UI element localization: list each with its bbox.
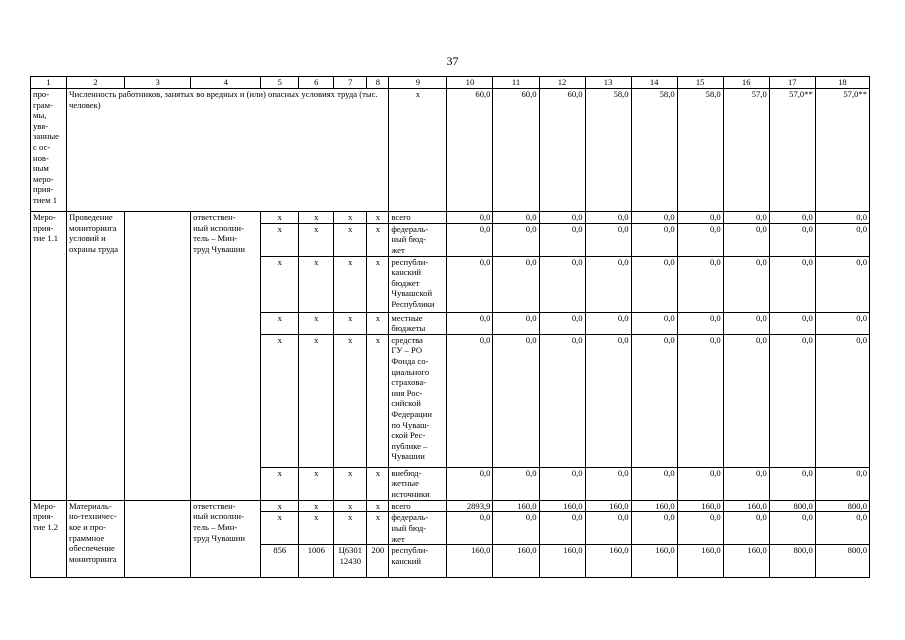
budget-code: х	[334, 256, 367, 312]
value-cell: 0,0	[539, 334, 585, 467]
funding-source: всего	[389, 500, 447, 512]
column-number: 15	[677, 77, 723, 89]
funding-source: республи- канский	[389, 545, 447, 578]
value-cell: 0,0	[493, 223, 539, 256]
budget-code: х	[334, 334, 367, 467]
indicator-row	[31, 89, 870, 212]
value-cell: 0,0	[493, 467, 539, 500]
value-cell: 160,0	[493, 545, 539, 578]
column-number: 5	[261, 77, 299, 89]
value-cell: 58,0	[677, 89, 723, 212]
value-cell: 160,0	[585, 545, 631, 578]
value-cell: 0,0	[723, 512, 769, 545]
budget-code: х	[367, 500, 389, 512]
program-label: про- грам- мы, увя- занные с ос- нов- ным меро- прия- тием 1	[31, 89, 67, 212]
value-cell: 0,0	[769, 256, 815, 312]
event-name: Проведение мониторинга условий и охраны труда	[67, 212, 125, 501]
value-cell: 0,0	[539, 512, 585, 545]
column-number: 8	[367, 77, 389, 89]
value-cell: 0,0	[631, 467, 677, 500]
value-cell: 0,0	[493, 256, 539, 312]
value-cell: 160,0	[493, 500, 539, 512]
value-cell: 60,0	[539, 89, 585, 212]
value-cell: 0,0	[677, 467, 723, 500]
value-cell: 0,0	[539, 312, 585, 334]
value-cell: 0,0	[539, 256, 585, 312]
budget-code: х	[299, 212, 334, 224]
table-body	[31, 77, 870, 578]
value-cell: 0,0	[769, 223, 815, 256]
empty-cell	[125, 500, 191, 577]
event-executor: ответствен- ный исполни- тель – Мин- труд Чувашии	[191, 500, 261, 577]
value-cell: 160,0	[723, 545, 769, 578]
funding-source: всего	[389, 212, 447, 224]
budget-code: х	[299, 512, 334, 545]
value-cell: 0,0	[769, 467, 815, 500]
value-cell: 2893,9	[447, 500, 493, 512]
value-cell: 0,0	[447, 467, 493, 500]
value-cell: 0,0	[539, 467, 585, 500]
value-cell: 0,0	[723, 223, 769, 256]
value-cell: 160,0	[677, 545, 723, 578]
column-number: 2	[67, 77, 125, 89]
value-cell: 58,0	[631, 89, 677, 212]
event-executor: ответствен- ный исполни- тель – Мин- труд Чувашии	[191, 212, 261, 501]
column-number: 9	[389, 77, 447, 89]
column-number: 4	[191, 77, 261, 89]
budget-code: х	[261, 212, 299, 224]
value-cell: 60,0	[447, 89, 493, 212]
value-cell: 0,0	[585, 256, 631, 312]
budget-code: х	[334, 312, 367, 334]
value-cell: 0,0	[585, 212, 631, 224]
budget-code: х	[367, 467, 389, 500]
column-number: 16	[723, 77, 769, 89]
value-cell: 800,0	[815, 500, 869, 512]
budget-code: Ц6301 12430	[334, 545, 367, 578]
value-cell: 60,0	[493, 89, 539, 212]
value-cell: 58,0	[585, 89, 631, 212]
budget-code: х	[334, 500, 367, 512]
column-number: 7	[334, 77, 367, 89]
budget-code: х	[367, 223, 389, 256]
value-cell: 0,0	[677, 512, 723, 545]
event-label: Меро- прия- тие 1.1	[31, 212, 67, 501]
budget-code: х	[261, 500, 299, 512]
column-number: 6	[299, 77, 334, 89]
budget-code: х	[334, 467, 367, 500]
indicator-col9: х	[389, 89, 447, 212]
value-cell: 0,0	[447, 312, 493, 334]
value-cell: 0,0	[723, 312, 769, 334]
value-cell: 0,0	[769, 512, 815, 545]
budget-code: х	[299, 223, 334, 256]
budget-code: 856	[261, 545, 299, 578]
column-number: 17	[769, 77, 815, 89]
column-number-row	[31, 77, 870, 89]
value-cell: 0,0	[585, 334, 631, 467]
budget-code: х	[367, 512, 389, 545]
value-cell: 0,0	[447, 512, 493, 545]
value-cell: 57,0**	[815, 89, 869, 212]
value-cell: 800,0	[769, 545, 815, 578]
column-number: 10	[447, 77, 493, 89]
value-cell: 0,0	[539, 223, 585, 256]
funding-source: средства ГУ – РО Фонда со- циального страхова- ния Рос- сийской Федерации по Чуваш- ской Рес- публике – Чувашии	[389, 334, 447, 467]
budget-code: х	[299, 256, 334, 312]
event-label: Меро- прия- тие 1.2	[31, 500, 67, 577]
value-cell: 0,0	[677, 312, 723, 334]
budget-table	[30, 76, 870, 578]
value-cell: 0,0	[631, 334, 677, 467]
value-cell: 0,0	[815, 256, 869, 312]
value-cell: 160,0	[631, 545, 677, 578]
value-cell: 0,0	[585, 512, 631, 545]
budget-code: х	[261, 312, 299, 334]
value-cell: 0,0	[769, 312, 815, 334]
budget-code: х	[299, 312, 334, 334]
value-cell: 0,0	[723, 467, 769, 500]
value-cell: 0,0	[493, 212, 539, 224]
value-cell: 0,0	[631, 312, 677, 334]
event-name: Материаль- но-техничес- кое и про- граммное обеспечение мониторинга	[67, 500, 125, 577]
value-cell: 0,0	[815, 467, 869, 500]
value-cell: 0,0	[815, 312, 869, 334]
value-cell: 160,0	[723, 500, 769, 512]
empty-cell	[125, 212, 191, 501]
event12-row	[31, 500, 870, 512]
budget-code: х	[261, 256, 299, 312]
value-cell: 0,0	[815, 512, 869, 545]
column-number: 12	[539, 77, 585, 89]
value-cell: 160,0	[677, 500, 723, 512]
value-cell: 160,0	[539, 500, 585, 512]
budget-code: х	[299, 334, 334, 467]
value-cell: 0,0	[723, 212, 769, 224]
column-number: 1	[31, 77, 67, 89]
value-cell: 0,0	[677, 256, 723, 312]
funding-source: внебюд- жетные источники	[389, 467, 447, 500]
funding-source: федераль- ный бюд- жет	[389, 512, 447, 545]
value-cell: 800,0	[769, 500, 815, 512]
column-number: 3	[125, 77, 191, 89]
value-cell: 800,0	[815, 545, 869, 578]
value-cell: 0,0	[631, 512, 677, 545]
value-cell: 0,0	[447, 256, 493, 312]
value-cell: 0,0	[723, 256, 769, 312]
budget-code: х	[334, 223, 367, 256]
value-cell: 0,0	[815, 334, 869, 467]
budget-code: 200	[367, 545, 389, 578]
budget-code: х	[334, 212, 367, 224]
column-number: 14	[631, 77, 677, 89]
value-cell: 0,0	[493, 334, 539, 467]
value-cell: 0,0	[631, 223, 677, 256]
value-cell: 0,0	[677, 212, 723, 224]
budget-code: х	[261, 512, 299, 545]
budget-code: х	[367, 334, 389, 467]
indicator-text: Численность работников, занятых во вредных и (или) опасных условиях труда (тыс. человек)	[67, 89, 389, 212]
value-cell: 0,0	[447, 223, 493, 256]
page-number: 37	[446, 54, 459, 68]
value-cell: 160,0	[447, 545, 493, 578]
value-cell: 0,0	[447, 334, 493, 467]
value-cell: 0,0	[539, 212, 585, 224]
budget-code: х	[299, 467, 334, 500]
funding-source: местные бюджеты	[389, 312, 447, 334]
funding-source: республи- канский бюджет Чувашской Республики	[389, 256, 447, 312]
budget-code: х	[367, 256, 389, 312]
value-cell: 0,0	[585, 312, 631, 334]
value-cell: 0,0	[585, 467, 631, 500]
budget-code: х	[261, 334, 299, 467]
value-cell: 0,0	[447, 212, 493, 224]
budget-code: х	[367, 312, 389, 334]
value-cell: 0,0	[677, 334, 723, 467]
value-cell: 57,0**	[769, 89, 815, 212]
event11-row	[31, 212, 870, 224]
value-cell: 0,0	[769, 334, 815, 467]
value-cell: 160,0	[585, 500, 631, 512]
column-number: 18	[815, 77, 869, 89]
column-number: 13	[585, 77, 631, 89]
budget-code: х	[261, 467, 299, 500]
budget-code: 1006	[299, 545, 334, 578]
value-cell: 57,0	[723, 89, 769, 212]
value-cell: 0,0	[493, 312, 539, 334]
value-cell: 0,0	[769, 212, 815, 224]
budget-code: х	[261, 223, 299, 256]
value-cell: 160,0	[631, 500, 677, 512]
budget-code: х	[299, 500, 334, 512]
column-number: 11	[493, 77, 539, 89]
budget-code: х	[367, 212, 389, 224]
value-cell: 0,0	[585, 223, 631, 256]
value-cell: 0,0	[815, 212, 869, 224]
value-cell: 0,0	[493, 512, 539, 545]
value-cell: 0,0	[677, 223, 723, 256]
budget-code: х	[334, 512, 367, 545]
value-cell: 0,0	[631, 256, 677, 312]
value-cell: 0,0	[723, 334, 769, 467]
value-cell: 160,0	[539, 545, 585, 578]
value-cell: 0,0	[631, 212, 677, 224]
value-cell: 0,0	[815, 223, 869, 256]
funding-source: федераль- ный бюд- жет	[389, 223, 447, 256]
